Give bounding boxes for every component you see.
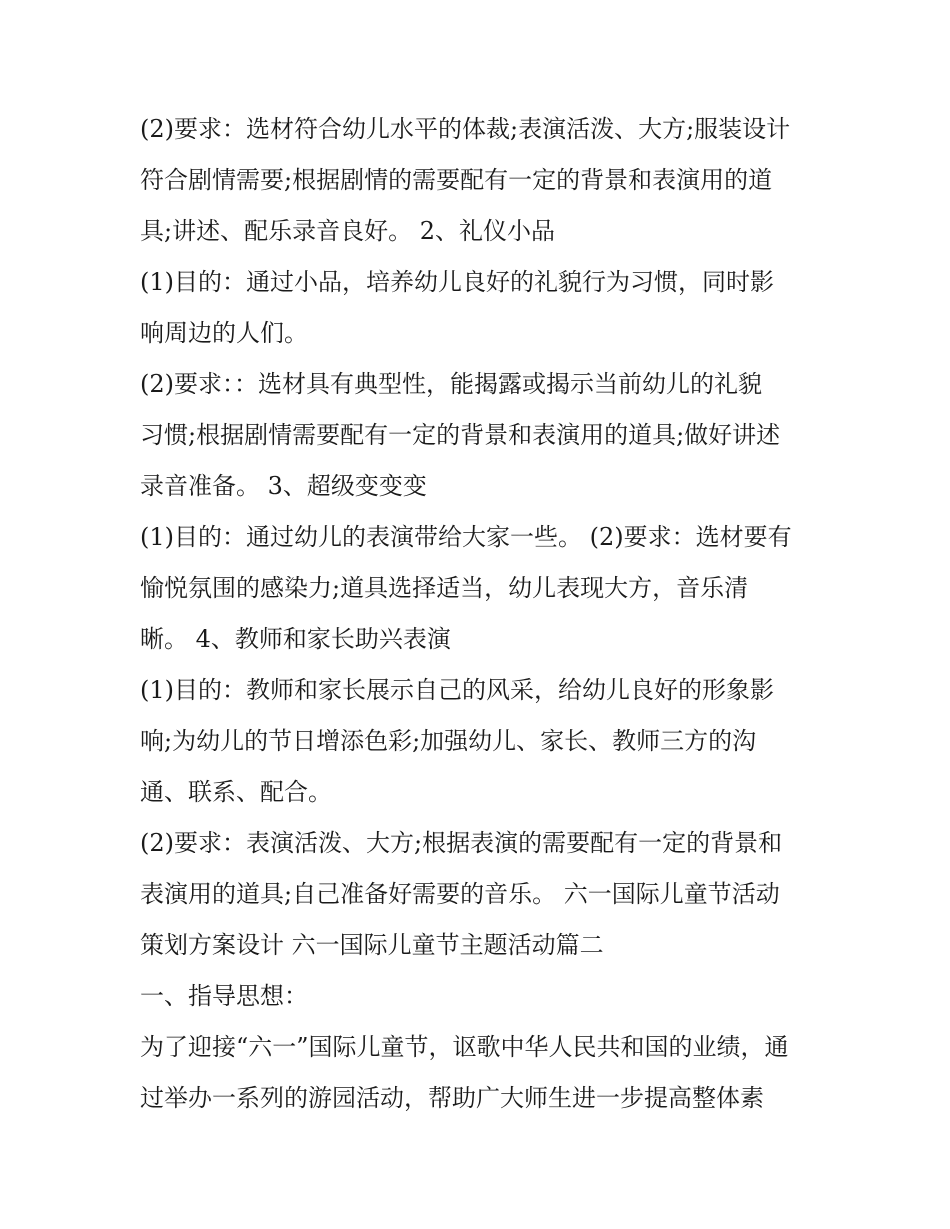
text-line-14: 通、联系、配合。: [140, 778, 332, 806]
text-line-12: (1)目的：教师和家长展示自己的风采，给幼儿良好的形象影: [140, 676, 774, 704]
text-line-2: 符合剧情需要;根据剧情的需要配有一定的背景和表演用的道: [140, 166, 773, 194]
text-line-9: (1)目的：通过幼儿的表演带给大家一些。 (2)要求：选材要有: [140, 523, 792, 551]
text-line-3: 具;讲述、配乐录音良好。 2、礼仪小品: [140, 217, 555, 245]
text-line-6: (2)要求：：选材具有典型性，能揭露或揭示当前幼儿的礼貌: [140, 370, 762, 398]
text-line-19: 为了迎接“六一”国际儿童节，讴歌中华人民共和国的业绩，通: [140, 1033, 789, 1061]
text-line-16: 表演用的道具;自己准备好需要的音乐。 六一国际儿童节活动: [140, 880, 780, 908]
text-line-13: 响;为幼儿的节日增添色彩;加强幼儿、家长、教师三方的沟: [140, 727, 757, 755]
text-line-17: 策划方案设计 六一国际儿童节主题活动篇二: [140, 931, 604, 959]
text-line-7: 习惯;根据剧情需要配有一定的背景和表演用的道具;做好讲述: [140, 421, 781, 449]
text-line-11: 晰。 4、教师和家长助兴表演: [140, 625, 451, 653]
text-line-15: (2)要求：表演活泼、大方;根据表演的需要配有一定的背景和: [140, 829, 783, 857]
text-line-1: (2)要求：选材符合幼儿水平的体裁;表演活泼、大方;服装设计: [140, 115, 791, 143]
text-line-5: 响周边的人们。: [140, 319, 308, 347]
text-line-18: 一、指导思想：: [140, 982, 308, 1010]
text-line-8: 录音准备。 3、超级变变变: [140, 472, 427, 500]
text-line-20: 过举办一系列的游园活动，帮助广大师生进一步提高整体素: [140, 1084, 764, 1112]
document-body: [140, 104, 820, 1124]
text-line-4: (1)目的：通过小品，培养幼儿良好的礼貌行为习惯，同时影: [140, 268, 774, 296]
text-line-10: 愉悦氛围的感染力;道具选择适当，幼儿表现大方，音乐清: [140, 574, 749, 602]
